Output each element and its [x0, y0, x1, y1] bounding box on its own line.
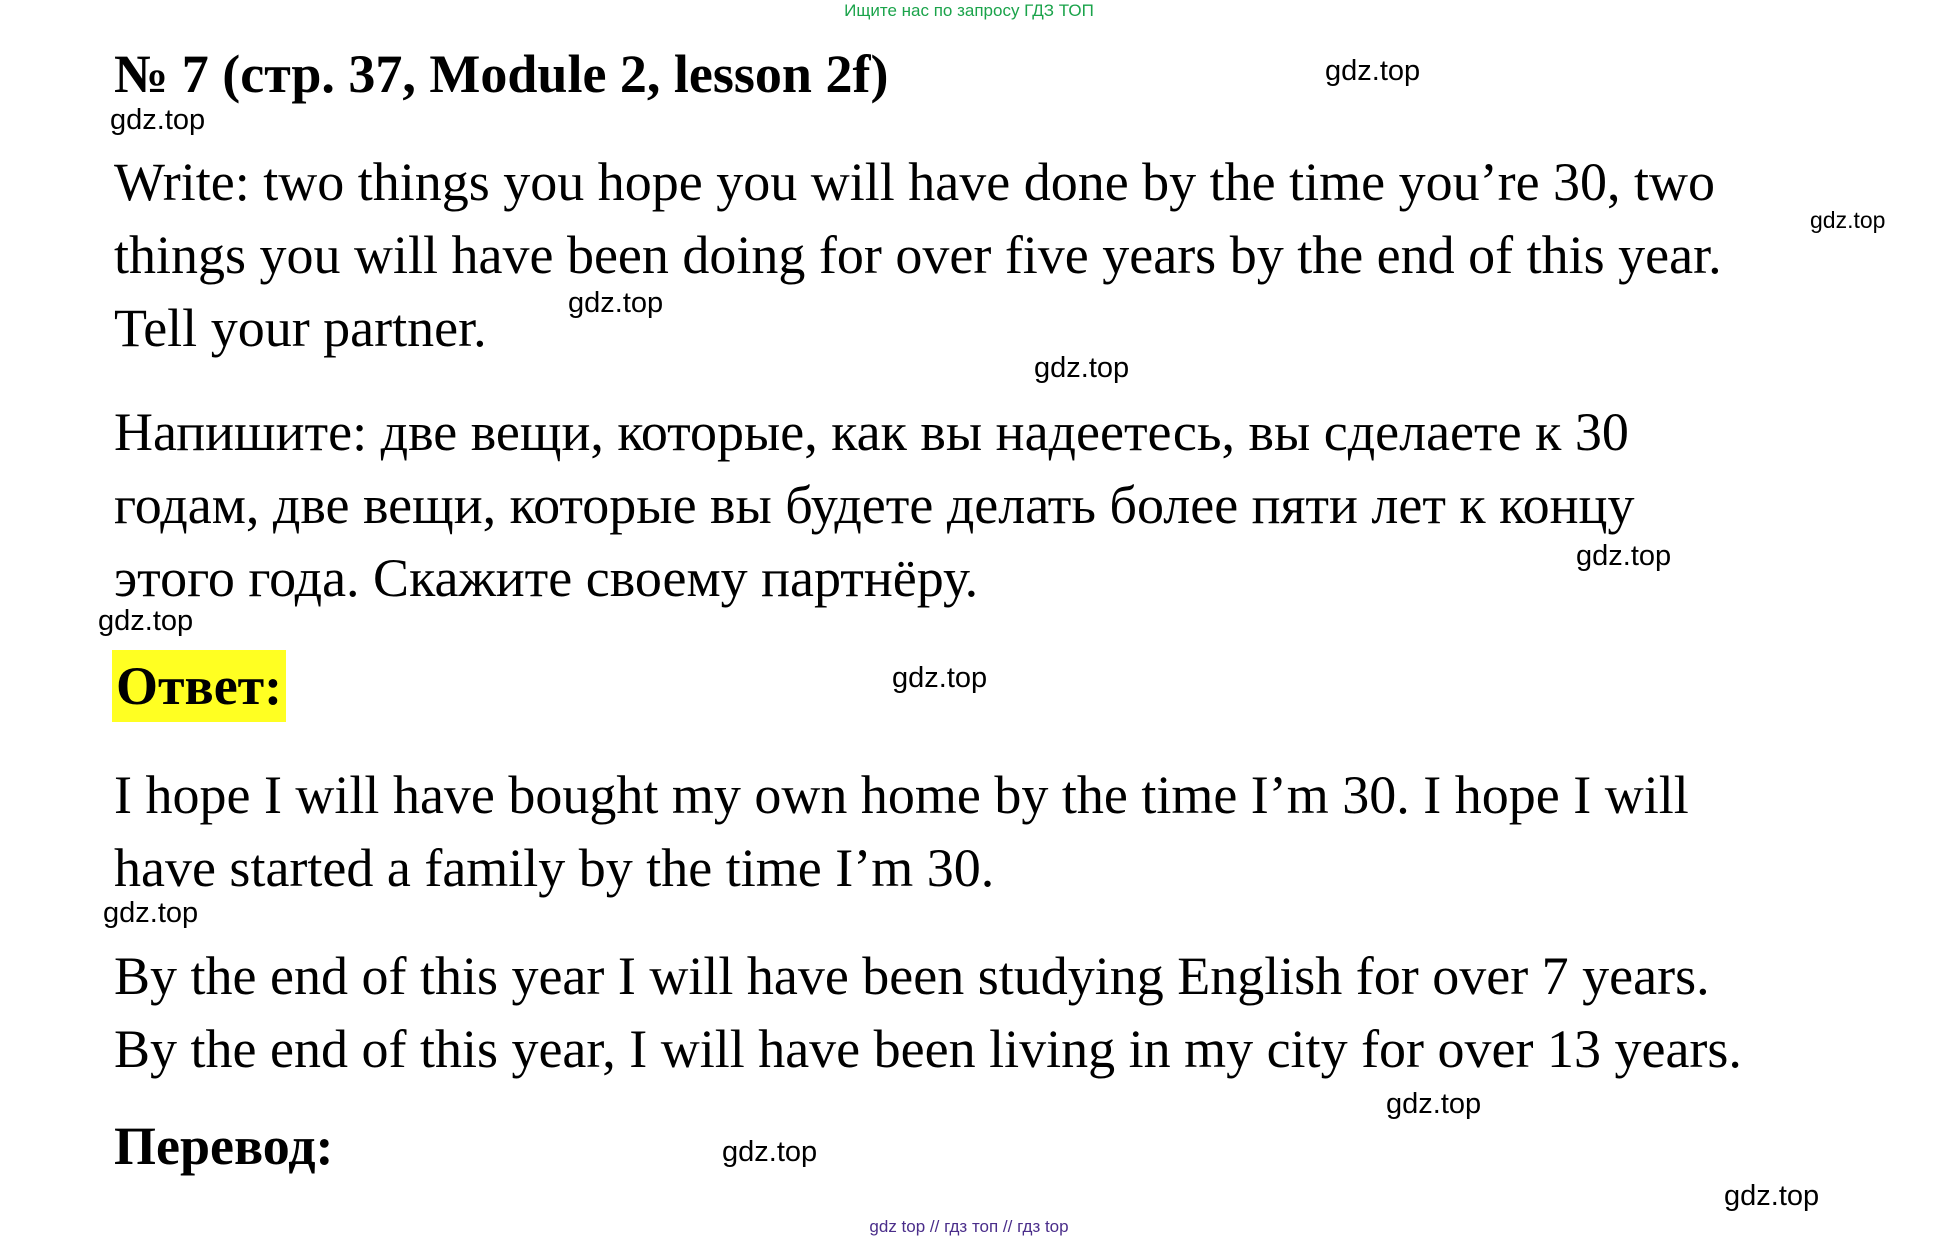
watermark: gdz.top	[722, 1136, 818, 1168]
translation-label: Перевод:	[114, 1116, 334, 1176]
watermark: gdz.top	[1386, 1088, 1482, 1120]
answer-paragraph-1	[114, 759, 1689, 905]
task-russian-line: этого года. Скажите своему партнёру.	[114, 548, 979, 608]
watermark: gdz.top	[103, 897, 199, 929]
answer-paragraph-2	[114, 940, 1742, 1086]
watermark: gdz.top	[1034, 352, 1130, 384]
answer-line: By the end of this year, I will have been living in my city for over 13 years.	[114, 1019, 1742, 1079]
task-english-line: Write: two things you hope you will have done by the time you’re 30, two	[114, 152, 1716, 212]
watermark: gdz.top	[1325, 55, 1421, 87]
task-english-line: things you will have been doing for over five years by the end of this year.	[114, 225, 1722, 285]
watermark: gdz.top	[110, 104, 206, 136]
task-russian-line: Напишите: две вещи, которые, как вы надеетесь, вы сделаете к 30	[114, 402, 1629, 462]
task-russian	[114, 396, 1634, 615]
answer-label: Ответ:	[112, 650, 286, 722]
watermark: gdz.top	[892, 662, 988, 694]
watermark: gdz.top	[568, 287, 664, 319]
page-title: № 7 (стр. 37, Module 2, lesson 2f)	[114, 44, 889, 104]
footer-watermark: gdz top // гдз топ // гдз top	[869, 1217, 1069, 1236]
task-english-line: Tell your partner.	[114, 298, 487, 358]
watermark: gdz.top	[98, 605, 194, 637]
answer-line: have started a family by the time I’m 30.	[114, 838, 995, 898]
answer-line: By the end of this year I will have been studying English for over 7 years.	[114, 946, 1710, 1006]
answer-line: I hope I will have bought my own home by the time I’m 30. I hope I will	[114, 765, 1689, 825]
watermark: gdz.top	[1724, 1180, 1820, 1212]
task-russian-line: годам, две вещи, которые вы будете делать более пяти лет к концу	[114, 475, 1635, 535]
task-english	[114, 146, 1722, 365]
top-banner: Ищите нас по запросу ГДЗ ТОП	[844, 1, 1094, 20]
watermark: gdz.top	[1576, 540, 1672, 572]
watermark: gdz.top	[1810, 207, 1886, 233]
